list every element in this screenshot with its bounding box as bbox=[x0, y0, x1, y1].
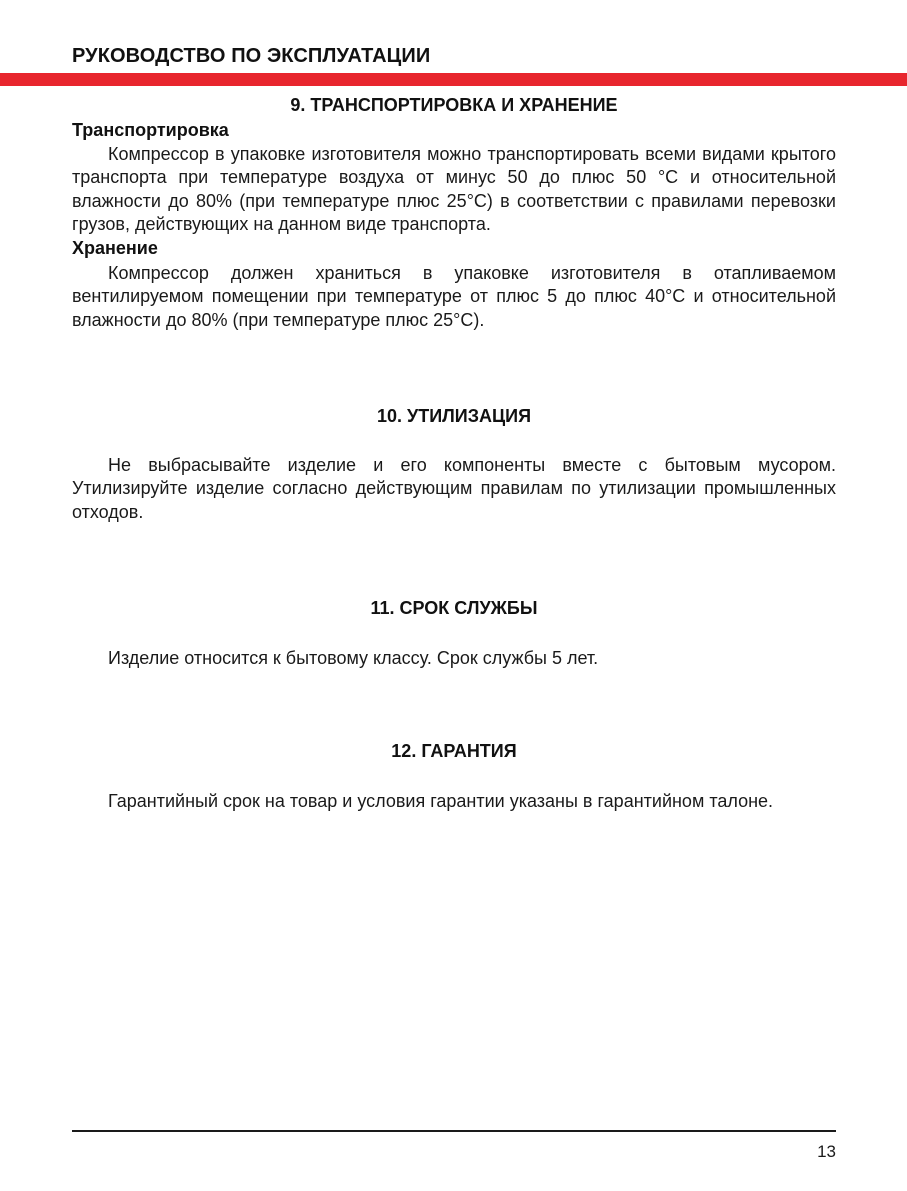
section-title-service-life: 11. СРОК СЛУЖБЫ bbox=[370, 598, 538, 618]
paragraph-warranty bbox=[72, 790, 836, 813]
paragraph-service-life bbox=[72, 647, 836, 670]
paragraph-warranty-text: Гарантийный срок на товар и условия гарантии указаны в гарантийном талоне. bbox=[108, 791, 774, 811]
paragraph-transport bbox=[72, 143, 836, 237]
paragraph-disposal-text: Не выбрасывайте изделие и его компоненты вместе с бытовым мусором. Утилизируйте изделие согласно действующим правилам по утилизации промышленных отходов. bbox=[72, 455, 836, 522]
paragraph-storage-text: Компрессор должен храниться в упаковке изготовителя в отапливаемом вентилируемом помещении при температуре от плюс 5 до плюс 40°С и относительной влажности до 80% (при температуре плюс 25°С). bbox=[72, 263, 836, 330]
paragraph-service-life-text: Изделие относится к бытовому классу. Срок службы 5 лет. bbox=[108, 648, 599, 668]
section-title-warranty: 12. ГАРАНТИЯ bbox=[391, 741, 517, 761]
header-accent-bar bbox=[0, 73, 907, 86]
section-title-transport-storage: 9. ТРАНСПОРТИРОВКА И ХРАНЕНИЕ bbox=[290, 95, 618, 115]
subheading-storage: Хранение bbox=[72, 238, 158, 258]
paragraph-storage bbox=[72, 262, 836, 332]
footer-divider bbox=[72, 1130, 836, 1132]
paragraph-transport-text: Компрессор в упаковке изготовителя можно транспортировать всеми видами крытого транспорта при температуре воздуха от минус 50 до плюс 50 °С и относительной влажности до 80% (при температуре плюс 25°С) в соответствии с правилами перевозки грузов, действующих на данном виде транспорта. bbox=[72, 144, 836, 235]
page-number: 13 bbox=[817, 1142, 836, 1161]
paragraph-disposal bbox=[72, 454, 836, 524]
subheading-transport: Транспортировка bbox=[72, 120, 229, 140]
section-title-disposal: 10. УТИЛИЗАЦИЯ bbox=[376, 406, 532, 426]
document-header-title: РУКОВОДСТВО ПО ЭКСПЛУАТАЦИИ bbox=[72, 45, 431, 67]
